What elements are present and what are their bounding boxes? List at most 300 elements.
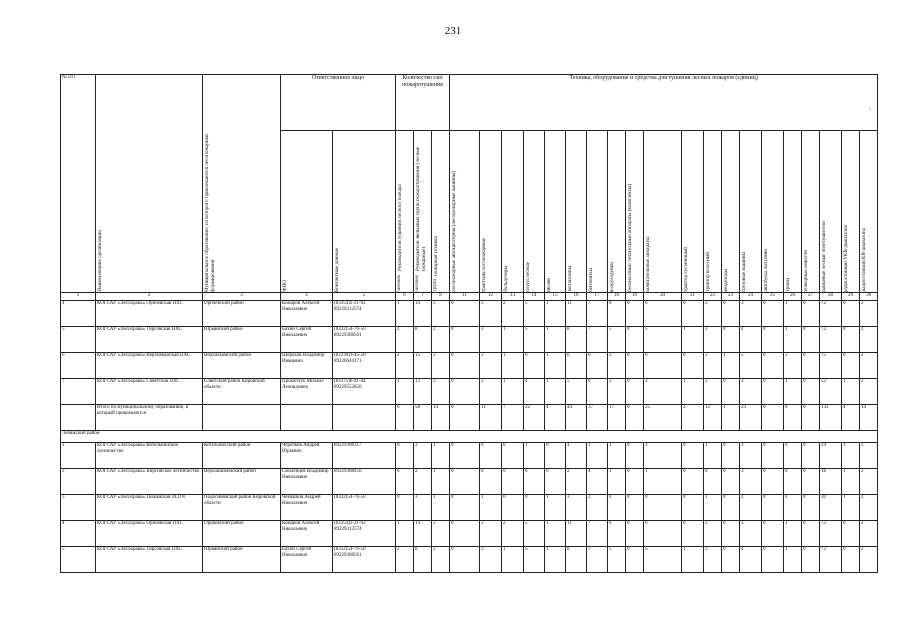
value-cell: 3 (644, 442, 682, 468)
value-cell: 0 (842, 546, 860, 572)
value-cell: 0 (842, 352, 860, 378)
header-sub-10: воздуходувки (609, 261, 615, 292)
value-cell: 1 (396, 300, 414, 326)
value-cell: 0 (802, 378, 820, 404)
responsible-person: Комаров Алексей Николаевич (281, 300, 333, 326)
value-cell: 4 (524, 378, 545, 404)
municipality: Котельничский район (203, 442, 281, 468)
value-cell: 3 (432, 352, 450, 378)
value-cell: 2 (587, 494, 608, 520)
column-number: 12 (480, 292, 502, 300)
total-value: 1 (722, 404, 740, 430)
total-value: 11 (480, 404, 502, 430)
total-label: Итого по муниципальному образованию, в который привлекаются (96, 404, 203, 430)
value-cell: 0 (450, 520, 480, 546)
row-index: 4 (61, 300, 96, 326)
value-cell: 0 (722, 546, 740, 572)
column-number: 15 (545, 292, 566, 300)
value-cell: 0 (450, 442, 480, 468)
value-cell: 0 (802, 546, 820, 572)
total-value: 0 (626, 404, 644, 430)
contact-data: (83354)2-21-92 89229312574 (333, 300, 396, 326)
value-cell: 0 (722, 442, 740, 468)
value-cell: 0 (626, 326, 644, 352)
header-fio: ФИО (282, 280, 288, 292)
municipality: Верхнекамский район (203, 352, 281, 378)
value-cell: 1 (545, 326, 566, 352)
value-cell: 1 (502, 326, 524, 352)
value-cell: 0 (450, 378, 480, 404)
value-cell: 3 (644, 378, 682, 404)
total-blank-mun (203, 404, 281, 430)
value-cell: 0 (626, 442, 644, 468)
value-cell: 6 (644, 520, 682, 546)
value-cell: 2 (860, 326, 878, 352)
contact-data: (83375)6-41-44 89229552850 (333, 378, 396, 404)
municipality: Верхошижемский район (203, 468, 281, 494)
value-cell: 3 (740, 468, 762, 494)
row-index: 5 (61, 546, 96, 572)
header-sub-13: трактор гусеничный (683, 246, 689, 292)
value-cell: 2 (414, 468, 432, 494)
value-cell: 4 (740, 546, 762, 572)
value-cell: 0 (450, 326, 480, 352)
value-cell: 14 (414, 300, 432, 326)
value-cell: 0 (722, 378, 740, 404)
value-cell: 7 (587, 520, 608, 546)
value-cell: 0 (396, 442, 414, 468)
value-cell: 2 (860, 442, 878, 468)
header-equipment-text: Техника, оборудование и средства для тушения лесных пожаров (единиц) (569, 75, 758, 81)
municipality: Оричевский район (203, 300, 281, 326)
value-cell: 4 (740, 326, 762, 352)
value-cell: 0 (396, 468, 414, 494)
value-cell: 5 (524, 326, 545, 352)
value-cell: 3 (432, 520, 450, 546)
row-index: 1 (61, 442, 96, 468)
total-value: 6 (396, 404, 414, 430)
total-value: 22 (524, 404, 545, 430)
total-blank-contacts (333, 404, 396, 430)
value-cell: 0 (502, 468, 524, 494)
value-cell: 0 (802, 326, 820, 352)
value-cell: 6 (566, 352, 587, 378)
value-cell: 8 (414, 326, 432, 352)
value-cell: 0 (608, 494, 626, 520)
organization-name: КОГСАУ «Лесохрана» Кирсинское лесничество (96, 468, 203, 494)
value-cell: 3 (414, 442, 432, 468)
document-table-frame (60, 74, 872, 558)
column-number: 21 (682, 292, 704, 300)
column-number: 8 (432, 292, 450, 300)
value-cell: 2 (704, 378, 722, 404)
value-cell: 6 (644, 352, 682, 378)
value-cell: 0 (626, 352, 644, 378)
column-number: 20 (644, 292, 682, 300)
header-sub-6: плуги лесные (525, 261, 531, 292)
value-cell: 1 (784, 300, 802, 326)
value-cell: 0 (626, 378, 644, 404)
value-cell: 0 (842, 520, 860, 546)
value-cell: 7 (587, 326, 608, 352)
value-cell: 2 (860, 378, 878, 404)
value-cell: 1 (682, 378, 704, 404)
value-cell: 0 (502, 442, 524, 468)
header-sub2-2: групп (433, 279, 438, 292)
value-cell: 2 (860, 494, 878, 520)
value-cell: 0 (450, 546, 480, 572)
value-cell: 0 (626, 468, 644, 494)
organization-name: КОГСАУ «Лесохрана» Пижанская ЛСПЧ (96, 494, 203, 520)
header-sub-19: пожарные емкости (803, 250, 809, 292)
column-number: 22 (704, 292, 722, 300)
column-number: 1 (61, 292, 96, 300)
column-number: 19 (626, 292, 644, 300)
value-cell: 0 (762, 546, 784, 572)
value-cell: 0 (762, 442, 784, 468)
column-number: 7 (414, 292, 432, 300)
table-row (61, 352, 878, 378)
header-sub-14: трактор колесный (705, 252, 711, 292)
column-number: 3 (203, 292, 281, 300)
value-cell: 2 (432, 546, 450, 572)
row-index: 7 (61, 378, 96, 404)
header-sub-1: Руководители звеньевых групп пожаротушения (лесные пожарные) (415, 146, 427, 271)
value-cell: 5 (608, 546, 626, 572)
value-cell: 0 (682, 352, 704, 378)
value-cell: 0 (762, 300, 784, 326)
organization-name: КОГСАУ «Лесохрана» Советская ПХС (96, 378, 203, 404)
value-cell: 1 (784, 520, 802, 546)
value-cell: 2 (502, 300, 524, 326)
responsible-person: Чеквашов Андрей Николаевич (281, 494, 333, 520)
value-cell: 1 (704, 442, 722, 468)
value-cell: 0 (802, 494, 820, 520)
value-cell: 5 (608, 326, 626, 352)
column-number: 25 (762, 292, 784, 300)
header-sub-15: вездеходы (723, 269, 729, 292)
total-value: 17 (608, 404, 626, 430)
value-cell: 3 (784, 352, 802, 378)
contact-data: (83339)3-45-20 89226644371 (333, 352, 396, 378)
value-cell: 0 (802, 442, 820, 468)
header-quantity: Количество сил пожаротушения (396, 75, 450, 131)
value-cell: 2 (860, 520, 878, 546)
header-sub-4: тракторы лесопожарные (481, 237, 487, 292)
value-cell: 0 (704, 468, 722, 494)
value-cell: 3 (740, 520, 762, 546)
column-number: 2 (96, 292, 203, 300)
column-number: 11 (450, 292, 480, 300)
value-cell: 0 (682, 442, 704, 468)
value-cell: 0 (762, 378, 784, 404)
header-sub-5: бульдозеры (503, 266, 509, 292)
value-cell: 1 (682, 326, 704, 352)
value-cell: 72 (820, 520, 842, 546)
value-cell: 0 (762, 520, 784, 546)
total-value: 14 (432, 404, 450, 430)
value-cell: 0 (762, 326, 784, 352)
value-cell: 3 (414, 494, 432, 520)
header-index: № п/п (61, 75, 96, 293)
municipality: Юрьянский район (203, 326, 281, 352)
value-cell: 13 (414, 378, 432, 404)
value-cell: 1 (545, 378, 566, 404)
responsible-person: Комаров Алексей Николаевич (281, 520, 333, 546)
contact-data: (83354)2-21-92 89229312574 (333, 520, 396, 546)
column-number: 23 (722, 292, 740, 300)
value-cell: 3 (432, 378, 450, 404)
value-cell: 0 (480, 442, 502, 468)
value-cell: 1 (842, 468, 860, 494)
value-cell: 3 (704, 326, 722, 352)
value-cell: 2 (860, 546, 878, 572)
header-contacts: Контактные данные (334, 247, 340, 292)
value-cell: 6 (587, 352, 608, 378)
value-cell: 5 (644, 546, 682, 572)
municipality: Юрьянский район (203, 546, 281, 572)
value-cell: 1 (608, 442, 626, 468)
column-number: 30 (860, 292, 878, 300)
column-number: 5 (333, 292, 396, 300)
value-cell: 3 (740, 378, 762, 404)
table-row (61, 326, 878, 352)
column-number: 14 (524, 292, 545, 300)
value-cell: 4 (566, 442, 587, 468)
value-cell: 11 (566, 300, 587, 326)
value-cell: 5 (524, 520, 545, 546)
value-cell: 3 (587, 442, 608, 468)
value-cell: 5 (740, 352, 762, 378)
value-cell: 0 (682, 468, 704, 494)
organization-name: КОГСАУ «Лесохрана» Оричевская ПХС (96, 300, 203, 326)
value-cell: 0 (722, 494, 740, 520)
value-cell: 8 (566, 326, 587, 352)
column-number: 24 (740, 292, 762, 300)
value-cell: 2 (396, 326, 414, 352)
table-row (61, 520, 878, 546)
header-sub-12: зажигательные аппараты (645, 236, 651, 292)
column-number: 28 (820, 292, 842, 300)
responsible-person: Черепков Андрей Юрьевич (281, 442, 333, 468)
value-cell: 0 (722, 468, 740, 494)
column-number: 4 (281, 292, 333, 300)
value-cell: 7 (587, 546, 608, 572)
value-cell: 2 (860, 352, 878, 378)
value-cell: 7 (587, 300, 608, 326)
total-value: 133 (820, 404, 842, 430)
value-cell: 0 (722, 520, 740, 546)
value-cell: 2 (566, 468, 587, 494)
value-cell: 0 (784, 442, 802, 468)
contact-data: 89229308317 (333, 442, 396, 468)
value-cell: 3 (480, 546, 502, 572)
header-sub-17: автобусы, вахтовки (763, 249, 769, 292)
header-sub-2: пожарная техника (433, 235, 439, 276)
value-cell: 2 (480, 378, 502, 404)
value-cell: 1 (524, 442, 545, 468)
value-cell: 0 (524, 468, 545, 494)
value-cell: 5 (644, 326, 682, 352)
value-cell: 2 (502, 520, 524, 546)
section-title: Лебяжский район (61, 430, 878, 442)
value-cell: 1 (842, 494, 860, 520)
header-org: Наименование организации (97, 230, 103, 292)
value-cell: 1 (432, 494, 450, 520)
value-cell: 3 (740, 300, 762, 326)
value-cell: 0 (480, 468, 502, 494)
header-sub-9: бензопилы (588, 267, 594, 292)
value-cell: 0 (722, 326, 740, 352)
value-cell: 0 (626, 520, 644, 546)
value-cell: 6 (524, 352, 545, 378)
value-cell: 2 (704, 520, 722, 546)
value-cell: 8 (414, 546, 432, 572)
value-cell: 1 (480, 494, 502, 520)
value-cell: 2 (740, 494, 762, 520)
value-cell: 0 (545, 442, 566, 468)
header-sub2-1: человек (415, 275, 420, 292)
table-row (61, 468, 878, 494)
value-cell: 1 (432, 442, 450, 468)
value-cell: 0 (626, 494, 644, 520)
value-cell: 75 (820, 352, 842, 378)
value-cell: 3 (566, 494, 587, 520)
value-cell: 0 (502, 494, 524, 520)
contact-data: (8332)54-76-50 89229308561 (333, 326, 396, 352)
header-sub-3: лесопожарные автоцистерны (лесопожарные машины) (451, 170, 457, 292)
column-number: 29 (842, 292, 860, 300)
value-cell: 52 (820, 378, 842, 404)
value-cell: 3 (480, 520, 502, 546)
value-cell: 1 (545, 300, 566, 326)
value-cell: 1 (545, 494, 566, 520)
value-cell: 6 (608, 520, 626, 546)
row-index: 5 (61, 326, 96, 352)
value-cell: 2 (396, 546, 414, 572)
value-cell: 0 (762, 468, 784, 494)
value-cell: 1 (682, 546, 704, 572)
value-cell: 0 (802, 300, 820, 326)
contact-data: (8332)54-76-50 89229308561 (333, 546, 396, 572)
organization-name: КОГСАУ «Лесохрана» Котельничское лесничество (96, 442, 203, 468)
column-number: 18 (608, 292, 626, 300)
organization-name: КОГСАУ «Лесохрана» Оричевская ПХС (96, 520, 203, 546)
value-cell: 1 (722, 352, 740, 378)
value-cell: 0 (524, 494, 545, 520)
value-cell: 14 (414, 520, 432, 546)
header-equipment (450, 75, 878, 131)
fire-resources-table (60, 74, 878, 573)
total-value: 7 (502, 404, 524, 430)
value-cell: 0 (784, 468, 802, 494)
value-cell: 1 (784, 546, 802, 572)
value-cell: 0 (802, 352, 820, 378)
contact-data: (8332)54-76-50 (333, 494, 396, 520)
header-responsible: Ответственное лицо (281, 75, 396, 131)
value-cell: 0 (682, 300, 704, 326)
value-cell: 0 (682, 520, 704, 546)
value-cell: 6 (644, 300, 682, 326)
value-cell: 1 (432, 468, 450, 494)
value-cell: 0 (396, 494, 414, 520)
header-municipality: Муниципальное образование, из которого привлекаются лесопожарные формирования (204, 133, 216, 292)
total-value: 12 (704, 404, 722, 430)
header-sub-20: ранцевые лесные огнетушители (821, 220, 827, 292)
table-row (61, 378, 878, 404)
value-cell: 72 (820, 326, 842, 352)
value-cell: 1 (784, 326, 802, 352)
table-row (61, 546, 878, 572)
header-sub-11: беспилотные летательные аппараты (комплексы) (627, 183, 633, 292)
municipality: Оричевский район (203, 520, 281, 546)
value-cell: 0 (450, 494, 480, 520)
section-row (61, 430, 878, 442)
total-value: 0 (762, 404, 784, 430)
total-value: 14 (860, 404, 878, 430)
value-cell: 18 (820, 468, 842, 494)
value-cell: 0 (450, 300, 480, 326)
value-cell: 1 (396, 378, 414, 404)
column-number: 17 (587, 292, 608, 300)
value-cell: 1 (704, 494, 722, 520)
responsible-person: Бахин Сергей Николаевич (281, 326, 333, 352)
value-cell: 1 (502, 378, 524, 404)
total-value: 0 (802, 404, 820, 430)
value-cell: 5 (524, 546, 545, 572)
value-cell: 3 (480, 352, 502, 378)
page-number: 231 (444, 25, 462, 37)
total-value: 58 (414, 404, 432, 430)
organization-name: КОГСАУ «Лесохрана» Верхнекамская ПХС (96, 352, 203, 378)
value-cell: 1 (842, 378, 860, 404)
total-row (61, 404, 878, 430)
total-value: 25 (644, 404, 682, 430)
row-index: 4 (61, 520, 96, 546)
value-cell: 0 (802, 468, 820, 494)
municipality: Советский район Кировской области (203, 378, 281, 404)
value-cell: 1 (545, 546, 566, 572)
value-cell: 3 (740, 442, 762, 468)
value-cell: 1 (545, 520, 566, 546)
value-cell: 2 (432, 326, 450, 352)
total-value: 4 (842, 404, 860, 430)
column-number: 26 (784, 292, 802, 300)
value-cell: 1 (545, 352, 566, 378)
responsible-person: Бахин Сергей Николаевич (281, 546, 333, 572)
value-cell: 6 (587, 378, 608, 404)
value-cell: 2 (860, 468, 878, 494)
value-cell: 3 (432, 300, 450, 326)
total-value: 6 (784, 404, 802, 430)
value-cell: 0 (722, 300, 740, 326)
total-blank-fio (281, 404, 333, 430)
value-cell: 1 (784, 378, 802, 404)
total-value: 0 (450, 404, 480, 430)
value-cell: 0 (682, 494, 704, 520)
row-index: 3 (61, 494, 96, 520)
column-number: 6 (396, 292, 414, 300)
value-cell: 0 (644, 494, 682, 520)
value-cell: 3 (480, 326, 502, 352)
value-cell: 2 (396, 352, 414, 378)
value-cell: 72 (820, 300, 842, 326)
value-cell: 2 (608, 352, 626, 378)
value-cell: 0 (762, 494, 784, 520)
total-index (61, 404, 96, 430)
total-value: 23 (740, 404, 762, 430)
value-cell: 4 (587, 468, 608, 494)
